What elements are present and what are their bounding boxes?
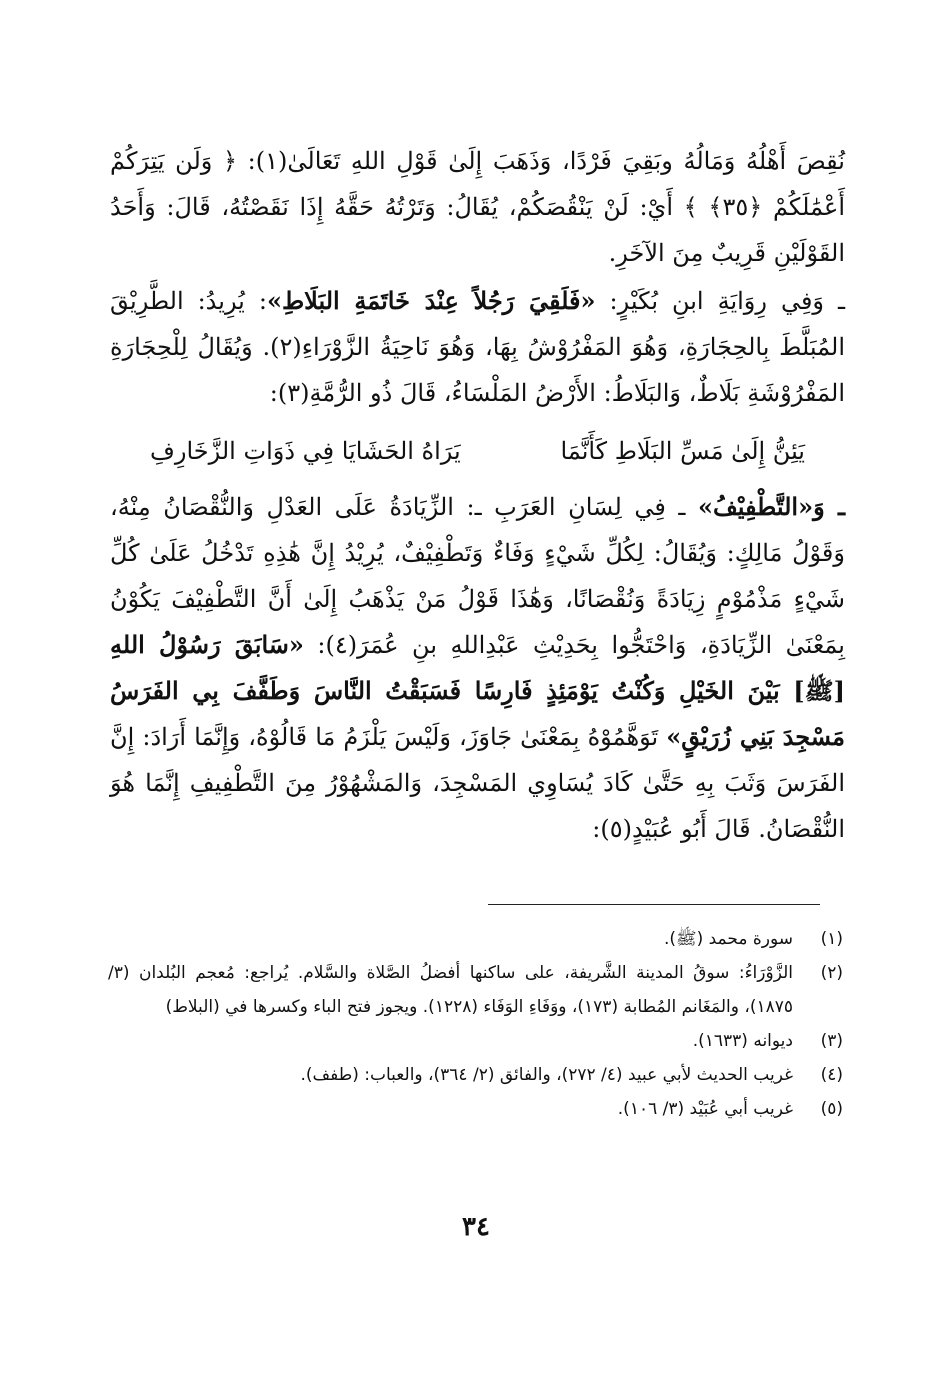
footnote-text: ديوانه (١٦٣٣). [692,1031,793,1051]
footnote-text: سورة محمد (ﷺ). [664,929,793,949]
footnote-number: (٤) [820,1065,843,1085]
footnote-number: (٥) [820,1099,843,1119]
poetry-verse [110,420,845,480]
paragraph-text: : يُرِيدُ: الطَّرِيْقَ المُبَلَّطَ بِالحِجَارَةِ، وَهُوَ المَفْرُوْشُ بِهَا، وَهُوَ نَاحِيَةُ الزَّوْرَاءِ(٢). وَيُقَالُ لِلْحِجَارَةِ المَفْرُوْشَةِ بَلَاطٌ، وَالبَلَاطُ: الأَرْضُ المَلْسَاءُ، قَالَ ذُو الرُّمَّةِ(٣): [110,287,845,407]
footnote-number: (٣) [820,1031,843,1051]
main-text [110,138,845,852]
paragraph-text: نُقِصَ أَهْلُهُ وَمَالُهُ وبَقِيَ فَرْدًا، وَذَهَبَ إِلَىٰ قَوْلِ اللهِ تَعَالَىٰ(١): ﴿ وَلَن يَتِرَكُمْ أَعْمَٰلَكُمْ ﴿٣٥﴾ ﴾ أَيْ: لَنْ يَنْقُصَكُمْ، يُقَالُ: وَتَرْتُهُ حَقَّهُ إِذَا نَقَصْتُهُ، قَالَ: وَأَحَدُ القَوْلَيْنِ قَرِيبٌ مِنَ الآخَرِ. [110,147,845,267]
paragraph [110,278,845,416]
footnote-divider [488,904,820,905]
footnote-number: (١) [820,929,843,949]
verse-first-hemistich: يَئِنُّ إِلَىٰ مَسِّ البَلَاطِ كَأَنَّمَا [560,437,805,465]
paragraph [110,484,845,852]
paragraph-text: تَوَهَّمُوْهُ بِمَعْنَىٰ جَاوَزَ، وَلَيْسَ يَلْزَمُ مَا قَالُوْهُ، وَإِنَّمَا أَرَادَ: إِنَّ الفَرَسَ وَثَبَ بِهِ حَتَّىٰ كَادَ يُسَاوِي المَسْجِدَ، وَالمَشْهُوْرُ مِنَ التَّطْفِيفِ إِنَّمَا هُوَ النُّقْصَانُ. قَالَ أَبُو عُبَيْدٍ(٥): [110,723,845,843]
footnote-item [108,1058,843,1092]
footnote-item [108,1092,843,1126]
hadith-quote: «فَلَقِيَ رَجُلاً عِنْدَ خَاتَمَةِ البَلَاطِ» [266,286,596,315]
footnote-text: غريب أبي عُبَيْد (٣/ ١٠٦). [617,1099,793,1119]
footnote-number: (٢) [820,963,843,983]
hadith-quote: «سَابَقَ رَسُوْلُ اللهِ [ﷺ] بَيْنَ الخَيْلِ وَكُنْتُ يَوْمَئِذٍ فَارِسًا فَسَبَقْتُ النَّاسَ وَطَفَّفَ بِي الفَرَسُ مَسْجِدَ بَنِي زُرَيْقٍ» [110,630,845,751]
footnote-item [108,956,843,1024]
footnotes [108,922,843,1126]
footnote-item [108,922,843,956]
verse-second-hemistich: يَرَاهُ الحَشَايَا فِي ذَوَاتِ الزَّخَارِفِ [150,437,461,465]
term-heading: ـ وَ«التَّطْفِيْفُ» [697,492,845,521]
footnote-item [108,1024,843,1058]
paragraph-lead: ـ وَفِي رِوَايَةِ ابنِ بُكَيْرٍ: [595,287,846,315]
footnote-text: غريب الحديث لأبي عبيد (٤/ ٢٧٢)، والفائق (٢/ ٣٦٤)، والعباب: (طفف). [300,1065,793,1085]
footnote-text: الزَّوْرَاءُ: سوقُ المدينة الشَّريفة، على ساكنها أفضلُ الصَّلاة والسَّلام. يُراجع: مُعجم البُلدان (٣/ ١٨٧٥)، والمَغَانم المُطابة (١٧٣)، ووَفَاءِ الوَفَاء (١٢٢٨). ويجوز فتح الباء وكسرها في (البلاط) [108,963,793,1017]
paragraph-text: ـ فِي لِسَانِ العَرَبِ ـ: الزِّيَادَةُ عَلَى العَدْلِ وَالنُّقْصَانُ مِنْهُ، وَقَوْلُ مَالِكٍ: وَيُقَالُ: لِكُلِّ شَيْءٍ وَفَاءٌ وَتَطْفِيْفٌ، يُرِيْدُ إِنَّ هَٰذِهِ تَدْخُلُ عَلَىٰ كُلِّ شَيْءٍ مَذْمُوْمٍ زِيَادَةً وَنُقْصَانًا، وَهَٰذَا قَوْلُ مَنْ يَذْهَبُ إِلَىٰ أَنَّ التَّطْفِيْفَ يَكُوْنُ بِمَعْنَىٰ الزِّيَادَةِ، وَاحْتَجُّوا بِحَدِيْثِ عَبْدِاللهِ بنِ عُمَرَ(٤): [110,493,845,659]
page-number: ٣٤ [462,1212,490,1242]
paragraph [110,138,845,276]
